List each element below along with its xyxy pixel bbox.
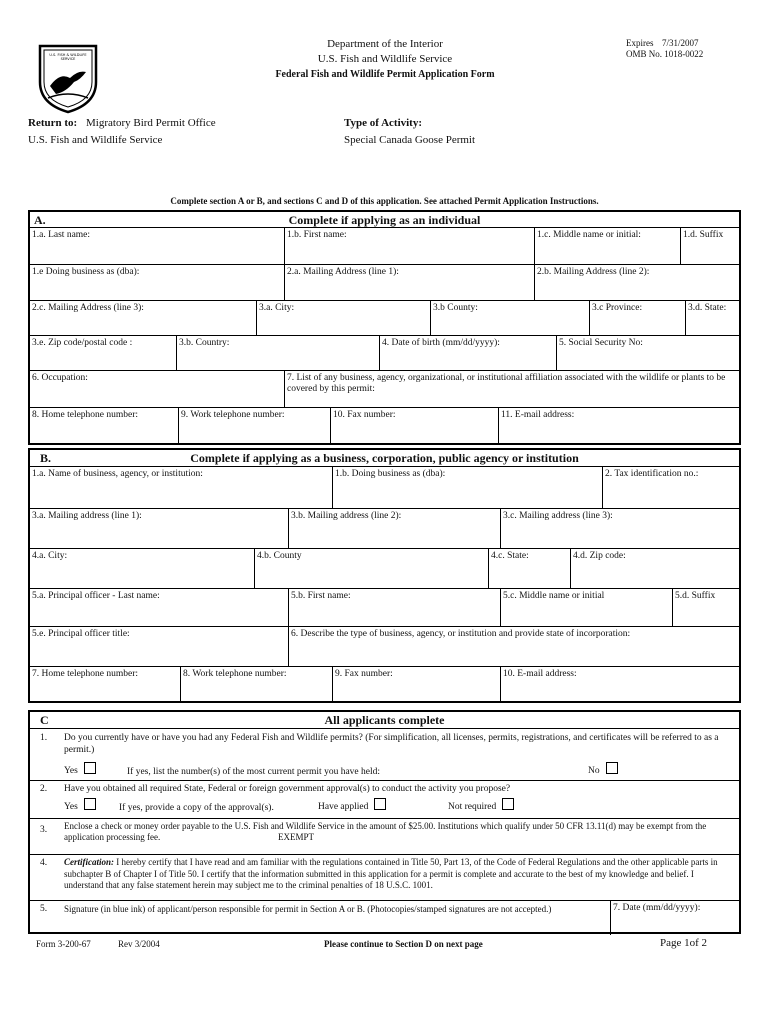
signature-date-field[interactable]: 7. Date (mm/dd/yyyy): <box>610 901 739 935</box>
b-officer-last-field[interactable]: 5.a. Principal officer - Last name: <box>32 591 160 601</box>
section-c-letter: C <box>40 713 49 727</box>
b-home-phone-field[interactable]: 7. Home telephone number: <box>32 669 139 679</box>
logo-text: U.S. FISH & WILDLIFE SERVICE <box>49 53 87 61</box>
q2-not-required-option[interactable] <box>448 801 514 813</box>
q1-if-yes: If yes, list the number(s) of the most current permit you have held: <box>127 767 381 777</box>
certification-label: Certification: <box>64 857 114 867</box>
a-city-field[interactable]: 3.a. City: <box>256 301 430 336</box>
continue-note: Please continue to Section D on next page <box>324 939 483 949</box>
b-address-2-field[interactable]: 3.b. Mailing address (line 2): <box>288 509 500 549</box>
a-email-field[interactable]: 11. E-mail address: <box>498 408 739 444</box>
q3-number: 3. <box>40 825 48 835</box>
a-first-name-field[interactable]: 1.b. First name: <box>284 228 534 265</box>
q1-number: 1. <box>40 733 48 743</box>
expires-label: Expires <box>626 38 654 48</box>
q2-yes-label: Yes <box>64 802 78 813</box>
question-5 <box>30 900 739 935</box>
section-a-row-2 <box>30 264 739 301</box>
q2-not-required-checkbox[interactable] <box>502 798 514 810</box>
activity-value: Special Canada Goose Permit <box>344 134 476 146</box>
q4-number: 4. <box>40 858 48 868</box>
b-officer-middle-field[interactable]: 5.c. Middle name or initial <box>500 589 672 627</box>
section-a-row-4 <box>30 335 739 371</box>
question-3 <box>30 818 739 855</box>
b-address-1-field[interactable]: 3.a. Mailing address (line 1): <box>32 511 142 521</box>
section-b-row-6 <box>30 666 739 702</box>
certification-text <box>64 857 731 892</box>
section-a-row-5 <box>30 370 739 408</box>
q1-no-label: No <box>588 766 600 777</box>
return-to-service: U.S. Fish and Wildlife Service <box>28 134 163 146</box>
a-address-1-field[interactable]: 2.a. Mailing Address (line 1): <box>284 265 534 301</box>
b-name-field[interactable]: 1.a. Name of business, agency, or institution: <box>32 469 203 479</box>
section-a-row-1 <box>30 227 739 265</box>
q1-text: Do you currently have or have you had any Federal Fish and Wildlife permits? (For simplification, all licenses, permits, registrations, and certificates will be referred to as a permit.) <box>64 733 719 755</box>
q2-text: Have you obtained all required State, Federal or foreign government approval(s) to conduct the activity you propose? <box>64 784 511 794</box>
section-a-letter: A. <box>34 213 46 227</box>
q1-yes-label: Yes <box>64 766 78 777</box>
section-b <box>28 448 741 703</box>
b-officer-title-field[interactable]: 5.e. Principal officer title: <box>32 629 130 639</box>
b-email-field[interactable]: 10. E-mail address: <box>500 667 739 702</box>
form-revision: Rev 3/2004 <box>118 939 160 949</box>
a-suffix-field[interactable]: 1.d. Suffix <box>680 228 739 265</box>
q2-applied-label: Have applied <box>318 802 369 813</box>
activity-label: Type of Activity: <box>344 117 423 129</box>
b-officer-first-field[interactable]: 5.b. First name: <box>288 589 500 627</box>
form-number: Form 3-200-67 <box>36 939 91 949</box>
a-address-3-field[interactable]: 2.c. Mailing Address (line 3): <box>32 303 144 313</box>
expires-date: 7/31/2007 <box>662 38 699 48</box>
b-dba-field[interactable]: 1.b. Doing business as (dba): <box>332 467 602 509</box>
a-fax-field[interactable]: 10. Fax number: <box>330 408 498 444</box>
a-affiliation-field[interactable]: 7. List of any business, agency, organizational, or institutional affiliation associated with the wildlife or plants to be covered by this permit: <box>284 371 739 408</box>
q3-text: Enclose a check or money order payable to the U.S. Fish and Wildlife Service in the amount of $25.00. Institutions which qualify under 50 CFR 13.11(d) may be exempt from the application processing fee. <box>64 821 707 842</box>
section-a <box>28 210 741 445</box>
b-county-field[interactable]: 4.b. County <box>254 549 488 589</box>
section-b-row-1 <box>30 466 739 509</box>
a-last-name-field[interactable]: 1.a. Last name: <box>32 230 91 240</box>
a-zip-field[interactable]: 3.e. Zip code/postal code : <box>32 338 133 348</box>
section-b-letter: B. <box>40 451 52 465</box>
q1-yes-checkbox[interactable] <box>84 762 96 774</box>
b-city-field[interactable]: 4.a. City: <box>32 551 68 561</box>
department-name: Department of the Interior <box>327 38 443 50</box>
section-c-header <box>30 712 739 727</box>
q2-applied-checkbox[interactable] <box>374 798 386 810</box>
signature-field[interactable] <box>30 901 610 935</box>
a-ssn-field[interactable]: 5. Social Security No: <box>556 336 739 371</box>
section-b-row-2 <box>30 508 739 549</box>
section-a-header <box>30 212 739 227</box>
section-b-row-3 <box>30 548 739 589</box>
a-dob-field[interactable]: 4. Date of birth (mm/dd/yyyy): <box>379 336 556 371</box>
q1-yes-option[interactable] <box>64 765 96 777</box>
question-4 <box>30 854 739 901</box>
a-occupation-field[interactable]: 6. Occupation: <box>32 373 88 383</box>
question-1 <box>30 728 739 781</box>
a-address-2-field[interactable]: 2.b. Mailing Address (line 2): <box>534 265 739 301</box>
a-home-phone-field[interactable]: 8. Home telephone number: <box>32 410 139 420</box>
form-title: Federal Fish and Wildlife Permit Application Form <box>275 69 495 80</box>
page-number: Page 1of 2 <box>660 937 708 949</box>
b-officer-suffix-field[interactable]: 5.d. Suffix <box>672 589 739 627</box>
a-middle-name-field[interactable]: 1.c. Middle name or initial: <box>534 228 680 265</box>
question-2 <box>30 780 739 819</box>
return-to-office: Migratory Bird Permit Office <box>86 117 216 129</box>
section-a-row-3 <box>30 300 739 336</box>
b-work-phone-field[interactable]: 8. Work telephone number: <box>180 667 332 702</box>
q2-not-required-label: Not required <box>448 802 497 813</box>
q2-number: 2. <box>40 784 48 794</box>
q3-exempt: EXEMPT <box>278 832 314 842</box>
section-b-row-4 <box>30 588 739 627</box>
b-describe-field[interactable]: 6. Describe the type of business, agency, or institution and provide state of incorporation: <box>288 627 739 667</box>
q1-no-checkbox[interactable] <box>606 762 618 774</box>
section-a-title: Complete if applying as an individual <box>288 213 481 227</box>
section-b-header <box>30 450 739 465</box>
a-county-field[interactable]: 3.b County: <box>430 301 589 336</box>
certification-body: I hereby certify that I have read and am familiar with the regulations contained in Title 50, Part 13, of the Code of Federal Regulations and the other applicable parts in subchapter B of Chapter I of Title 50. I certify that the information submitted in this application for a permit is complete and accurate to the best of my knowledge and belief. I understand that any false statement herein may subject me to the criminal penalties of 18 U.S.C. 1001. <box>64 857 718 890</box>
q1-no-option[interactable] <box>588 765 618 777</box>
b-tax-id-field[interactable]: 2. Tax identification no.: <box>602 467 739 509</box>
section-b-title: Complete if applying as a business, corporation, public agency or institution <box>190 451 579 465</box>
b-fax-field[interactable]: 9. Fax number: <box>332 667 500 702</box>
a-country-field[interactable]: 3.b. Country: <box>176 336 379 371</box>
q2-applied-option[interactable] <box>318 801 386 813</box>
q2-yes-option[interactable] <box>64 801 96 813</box>
b-state-field[interactable]: 4.c. State: <box>488 549 570 589</box>
b-zip-field[interactable]: 4.d. Zip code: <box>570 549 739 589</box>
a-work-phone-field[interactable]: 9. Work telephone number: <box>178 408 330 444</box>
omb-number: OMB No. 1018-0022 <box>626 49 704 59</box>
b-address-3-field[interactable]: 3.c. Mailing address (line 3): <box>500 509 739 549</box>
section-c-title: All applicants complete <box>324 713 445 727</box>
a-province-field[interactable]: 3.c Province: <box>589 301 685 336</box>
instructions: Complete section A or B, and sections C and D of this application. See attached Permit Application Instructions. <box>170 196 599 206</box>
q5-number: 5. <box>40 904 48 914</box>
a-state-field[interactable]: 3.d. State: <box>685 301 739 336</box>
section-a-row-6 <box>30 407 739 444</box>
agency-name: U.S. Fish and Wildlife Service <box>317 53 453 65</box>
q2-yes-checkbox[interactable] <box>84 798 96 810</box>
q5-text: Signature (in blue ink) of applicant/person responsible for permit in Section A or B. (Photocopies/stamped signatures are not accepted.) <box>64 904 552 914</box>
fws-logo <box>36 42 100 114</box>
a-dba-field[interactable]: 1.e Doing business as (dba): <box>32 267 140 277</box>
return-to-label: Return to: <box>28 117 78 129</box>
q2-if-yes: If yes, provide a copy of the approval(s). <box>119 803 274 813</box>
section-c <box>28 710 741 934</box>
section-b-row-5 <box>30 626 739 667</box>
